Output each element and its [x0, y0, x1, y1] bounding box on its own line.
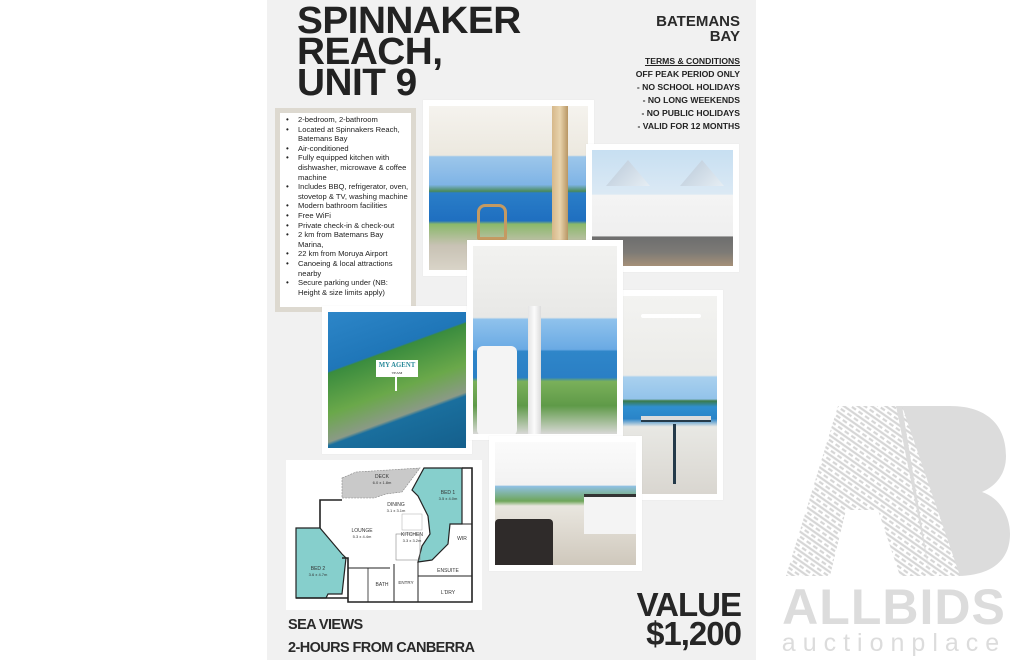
table-shape [641, 416, 711, 422]
title-line: SPINNAKER [297, 0, 521, 42]
feature-item: • Private check-in & check-out [284, 221, 409, 231]
svg-text:BED 1: BED 1 [440, 490, 456, 496]
photo-aerial-view [322, 306, 472, 454]
photo-balcony-water-view [467, 240, 623, 440]
svg-text:3.1 x 3.1m: 3.1 x 3.1m [386, 508, 406, 513]
svg-text:BATH: BATH [375, 582, 389, 588]
allbids-subtitle: auctionplace [781, 629, 1007, 657]
svg-text:BED 2: BED 2 [310, 566, 326, 572]
feature-item: • 2-bedroom, 2-bathroom [284, 115, 409, 125]
features-box [275, 108, 416, 312]
allbids-logo-icon [780, 398, 1010, 578]
svg-text:3.6 x 4.7m: 3.6 x 4.7m [308, 572, 328, 577]
terms-item: - VALID FOR 12 MONTHS [637, 121, 740, 131]
feature-item: • Secure parking under (NB: Height & size limits apply) [284, 278, 409, 297]
feature-item: • Air-conditioned [284, 144, 409, 154]
value-amount: $1,200 [646, 615, 741, 652]
svg-text:ENTRY: ENTRY [398, 580, 414, 585]
terms-item: - NO LONG WEEKENDS [642, 95, 740, 105]
wicker-chair-shape [477, 204, 507, 240]
chairs-shape [477, 346, 517, 434]
aerial-image [328, 312, 466, 448]
terms-item: - NO SCHOOL HOLIDAYS [636, 82, 740, 92]
table-leg-shape [673, 424, 676, 484]
column-shape [528, 306, 541, 434]
tagline-distance: 2-HOURS FROM CANBERRA [288, 640, 475, 656]
svg-text:ENSUITE: ENSUITE [437, 568, 459, 574]
ceiling-fan-shape [641, 314, 701, 318]
svg-text:KITCHEN: KITCHEN [401, 532, 423, 538]
terms-item: OFF PEAK PERIOD ONLY [635, 69, 740, 79]
feature-item: • 22 km from Moruya Airport [284, 249, 409, 259]
feature-item: • Free WiFi [284, 211, 409, 221]
photo-living-room [489, 436, 642, 571]
terms-heading: TERMS & CONDITIONS [644, 56, 740, 66]
svg-text:3.3 x 3.2m: 3.3 x 3.2m [402, 538, 422, 543]
agent-logo-badge [376, 360, 418, 377]
location-line: BATEMANS [656, 13, 740, 30]
terms-conditions [636, 55, 740, 133]
location-label [656, 14, 740, 44]
svg-text:LOUNGE: LOUNGE [351, 528, 373, 534]
feature-item: • Canoeing & local attractions nearby [284, 259, 409, 278]
svg-text:5.3 x 4.4m: 5.3 x 4.4m [352, 534, 372, 539]
location-line: BAY [709, 28, 740, 45]
tagline-sea-views: SEA VIEWS [288, 617, 363, 633]
listing-poster [267, 0, 756, 660]
svg-text:L'DRY: L'DRY [440, 590, 456, 596]
living-image [495, 442, 636, 565]
value-heading: VALUE [636, 586, 741, 623]
floor-plan-drawing [290, 464, 478, 606]
sofa-shape [495, 519, 553, 565]
allbids-wordmark: ALLBIDS [782, 579, 1006, 635]
agent-badge-text: MY AGENT [378, 362, 416, 369]
value-label [636, 586, 741, 652]
feature-item: • 2 km from Batemans Bay Marina, [284, 230, 409, 249]
terms-item: - NO PUBLIC HOLIDAYS [641, 108, 740, 118]
balcony-view-image [473, 246, 617, 434]
svg-text:6.0 x 1.8m: 6.0 x 1.8m [372, 480, 392, 485]
roof-gable-shape [606, 160, 650, 186]
kitchen-bench-shape [584, 494, 636, 534]
title-line: UNIT 9 [297, 62, 417, 104]
features-list [284, 115, 409, 297]
roof-gable-shape [680, 160, 724, 186]
svg-text:WIR: WIR [457, 536, 467, 542]
map-pin-icon [395, 377, 397, 391]
floor-plan [286, 460, 482, 610]
agent-badge-subtext: TEAM [391, 371, 403, 375]
feature-item: • Located at Spinnakers Reach, Batemans Bay [284, 125, 409, 144]
title-line: REACH, [297, 31, 443, 73]
feature-item: • Modern bathroom facilities [284, 201, 409, 211]
feature-item: • Includes BBQ, refrigerator, oven, stovetop & TV, washing machine [284, 182, 409, 201]
svg-text:3.5 x 4.0m: 3.5 x 4.0m [438, 496, 458, 501]
allbids-watermark [772, 398, 1016, 660]
svg-text:DECK: DECK [375, 474, 389, 480]
svg-text:DINING: DINING [387, 502, 405, 508]
listing-title [297, 0, 521, 104]
feature-item: • Fully equipped kitchen with dishwasher, microwave & coffee machine [284, 153, 409, 182]
